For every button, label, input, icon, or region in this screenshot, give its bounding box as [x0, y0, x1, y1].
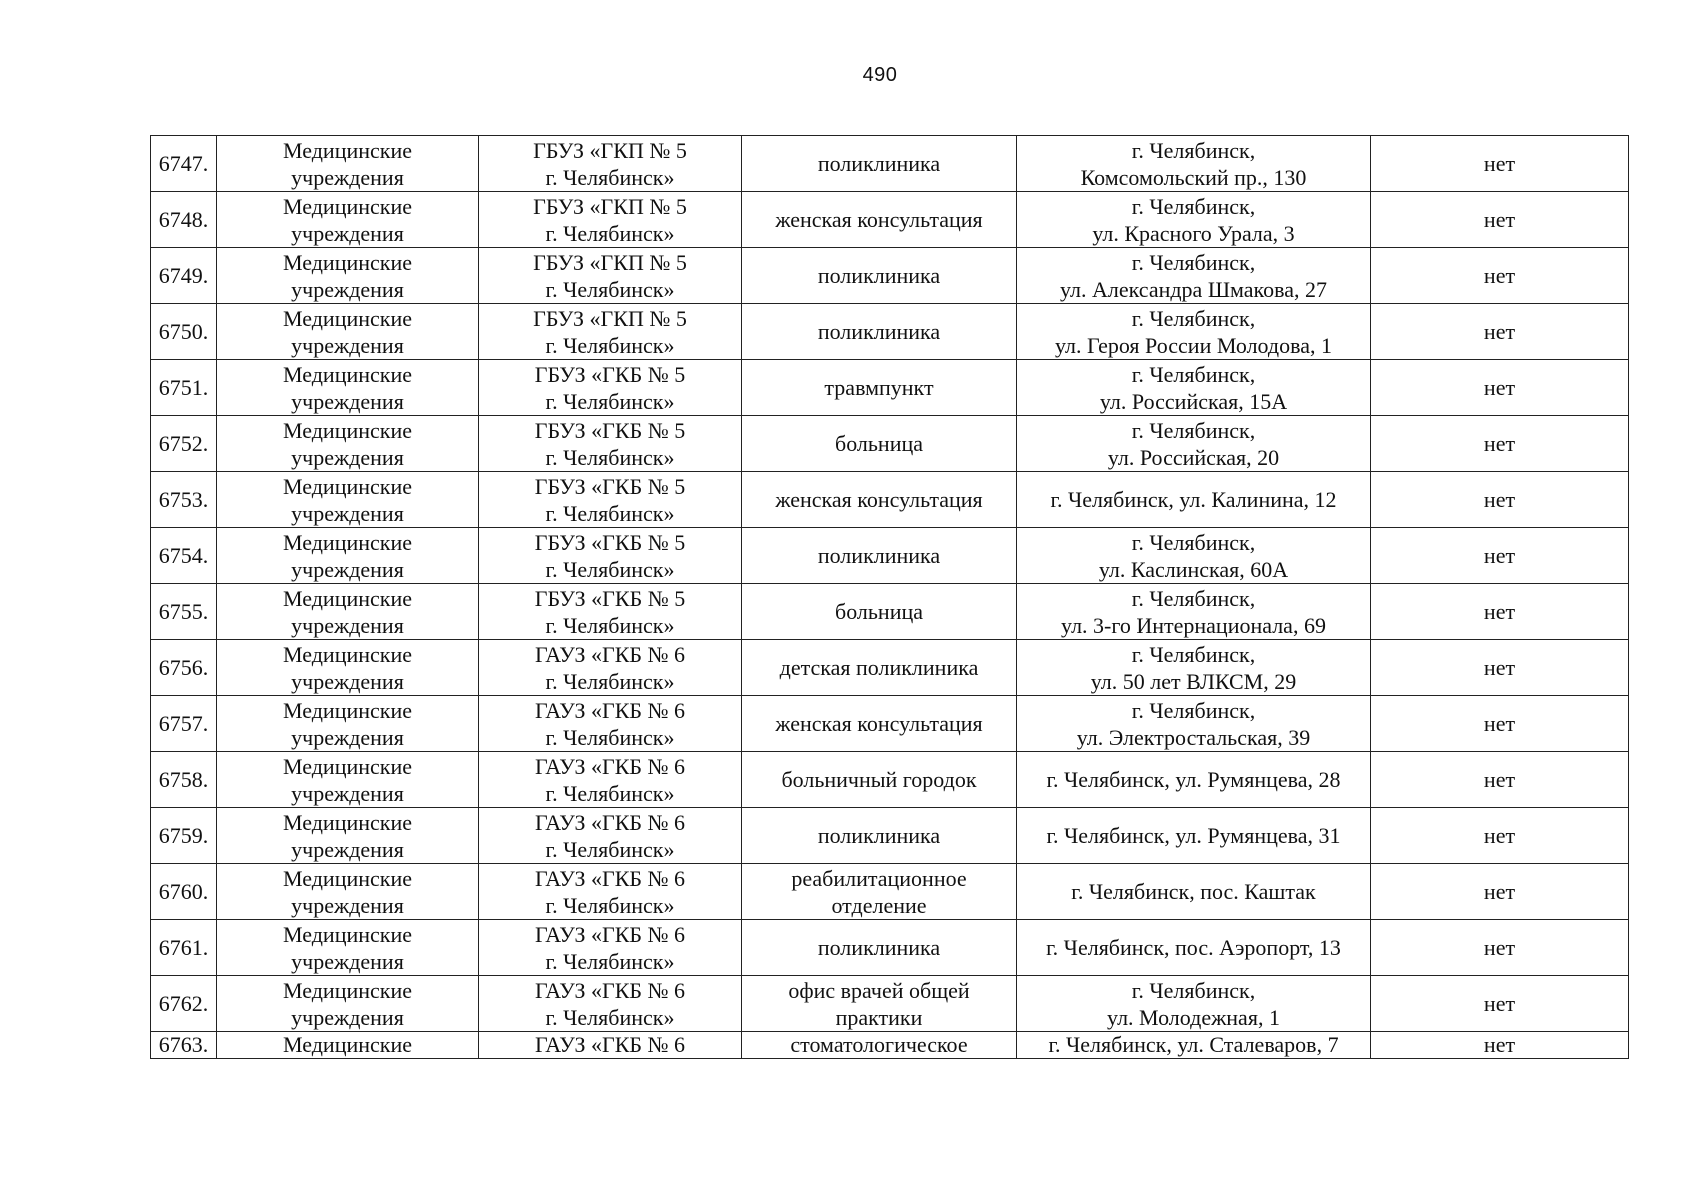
cell-address-line: г. Челябинск, — [1131, 249, 1256, 275]
page-number: 490 — [862, 64, 898, 86]
cell-status: нет — [1371, 304, 1629, 360]
table-row — [151, 472, 1629, 528]
cell-facility-type-line: женская консультация — [775, 711, 983, 736]
cell-category-line: Медицинские — [282, 809, 413, 835]
cell-facility-type-line: практики — [835, 1004, 923, 1030]
cell-address-line: Комсомольский пр., 130 — [1080, 164, 1307, 190]
cell-number: 6760. — [151, 864, 217, 920]
table-row — [151, 360, 1629, 416]
cell-facility-type — [742, 640, 1017, 696]
cell-organization — [479, 1032, 742, 1059]
cell-facility-type — [742, 920, 1017, 976]
cell-organization-line: ГАУЗ «ГКБ № 6 — [534, 697, 686, 723]
cell-address-line: г. Челябинск, — [1131, 585, 1256, 611]
cell-number: 6754. — [151, 528, 217, 584]
cell-organization-line: ГАУЗ «ГКБ № 6 — [534, 809, 686, 835]
cell-facility-type — [742, 808, 1017, 864]
cell-organization — [479, 248, 742, 304]
cell-category — [217, 976, 479, 1032]
cell-category-line: Медицинские — [282, 585, 413, 611]
cell-status: нет — [1371, 528, 1629, 584]
cell-facility-type — [742, 528, 1017, 584]
cell-number: 6751. — [151, 360, 217, 416]
cell-status: нет — [1371, 416, 1629, 472]
cell-category-line: учреждения — [291, 780, 404, 806]
cell-number: 6763. — [151, 1032, 217, 1059]
cell-facility-type — [742, 304, 1017, 360]
cell-organization-line: г. Челябинск» — [545, 948, 675, 974]
cell-address-line: ул. Электростальская, 39 — [1076, 724, 1311, 750]
cell-address-line: г. Челябинск, — [1131, 641, 1256, 667]
cell-facility-type-line: стоматологическое — [790, 1032, 968, 1057]
cell-facility-type-line: поликлиника — [817, 543, 941, 568]
cell-organization-line: ГАУЗ «ГКБ № 6 — [534, 865, 686, 891]
cell-address — [1017, 920, 1371, 976]
cell-organization — [479, 416, 742, 472]
cell-organization-line: ГБУЗ «ГКБ № 5 — [534, 529, 686, 555]
table-row — [151, 192, 1629, 248]
cell-organization — [479, 976, 742, 1032]
cell-organization-line: ГАУЗ «ГКБ № 6 — [534, 1032, 686, 1057]
cell-address-line: г. Челябинск, — [1131, 193, 1256, 219]
table-body — [151, 136, 1629, 1059]
table-row — [151, 976, 1629, 1032]
cell-facility-type-line: поликлиника — [817, 263, 941, 288]
cell-number: 6758. — [151, 752, 217, 808]
cell-status: нет — [1371, 136, 1629, 192]
cell-category-line: Медицинские — [282, 1032, 413, 1057]
cell-organization — [479, 920, 742, 976]
table-row — [151, 304, 1629, 360]
cell-organization — [479, 192, 742, 248]
table-row — [151, 808, 1629, 864]
cell-number: 6752. — [151, 416, 217, 472]
cell-organization — [479, 304, 742, 360]
cell-organization-line: ГАУЗ «ГКБ № 6 — [534, 977, 686, 1003]
cell-category-line: учреждения — [291, 612, 404, 638]
cell-organization-line: г. Челябинск» — [545, 164, 675, 190]
cell-facility-type — [742, 976, 1017, 1032]
cell-category-line: Медицинские — [282, 529, 413, 555]
cell-organization — [479, 360, 742, 416]
cell-facility-type-line: реабилитационное — [791, 865, 967, 891]
cell-organization — [479, 808, 742, 864]
cell-number: 6753. — [151, 472, 217, 528]
cell-category-line: Медицинские — [282, 641, 413, 667]
cell-facility-type — [742, 696, 1017, 752]
cell-organization — [479, 696, 742, 752]
cell-category — [217, 808, 479, 864]
cell-organization-line: ГАУЗ «ГКБ № 6 — [534, 753, 686, 779]
cell-address-line: ул. Александра Шмакова, 27 — [1060, 276, 1327, 302]
registry-table — [150, 135, 1629, 1059]
cell-category-line: учреждения — [291, 444, 404, 470]
cell-facility-type-line: травмпункт — [824, 375, 934, 400]
cell-status: нет — [1371, 640, 1629, 696]
cell-organization-line: г. Челябинск» — [545, 892, 675, 918]
cell-category-line: учреждения — [291, 948, 404, 974]
cell-address-line: г. Челябинск, ул. Сталеваров, 7 — [1048, 1032, 1339, 1057]
table-row — [151, 528, 1629, 584]
cell-address — [1017, 864, 1371, 920]
cell-category-line: учреждения — [291, 388, 404, 414]
cell-address-line: г. Челябинск, — [1131, 361, 1256, 387]
cell-status: нет — [1371, 808, 1629, 864]
cell-address-line: г. Челябинск, — [1131, 137, 1256, 163]
table-row — [151, 1032, 1629, 1059]
cell-organization — [479, 640, 742, 696]
cell-facility-type-line: поликлиника — [817, 319, 941, 344]
cell-status: нет — [1371, 360, 1629, 416]
cell-organization-line: г. Челябинск» — [545, 388, 675, 414]
cell-organization-line: г. Челябинск» — [545, 332, 675, 358]
cell-organization-line: ГБУЗ «ГКБ № 5 — [534, 473, 686, 499]
cell-category-line: учреждения — [291, 276, 404, 302]
cell-organization — [479, 136, 742, 192]
cell-organization-line: г. Челябинск» — [545, 500, 675, 526]
cell-address — [1017, 472, 1371, 528]
cell-facility-type — [742, 360, 1017, 416]
cell-facility-type-line: больница — [835, 599, 923, 624]
cell-number: 6756. — [151, 640, 217, 696]
table-row — [151, 864, 1629, 920]
cell-address — [1017, 976, 1371, 1032]
cell-facility-type — [742, 136, 1017, 192]
cell-address-line: ул. 3-го Интернационала, 69 — [1061, 612, 1326, 638]
cell-facility-type-line: женская консультация — [775, 487, 983, 512]
cell-organization-line: ГБУЗ «ГКП № 5 — [533, 305, 687, 331]
cell-status: нет — [1371, 696, 1629, 752]
cell-address-line: г. Челябинск, — [1131, 977, 1256, 1003]
cell-category-line: учреждения — [291, 220, 404, 246]
cell-facility-type-line: поликлиника — [817, 935, 941, 960]
cell-organization — [479, 472, 742, 528]
cell-address — [1017, 304, 1371, 360]
cell-organization-line: ГБУЗ «ГКБ № 5 — [534, 585, 686, 611]
cell-organization-line: ГБУЗ «ГКП № 5 — [533, 249, 687, 275]
table-row — [151, 584, 1629, 640]
cell-category-line: учреждения — [291, 500, 404, 526]
cell-category-line: Медицинские — [282, 473, 413, 499]
cell-category-line: Медицинские — [282, 249, 413, 275]
cell-organization-line: г. Челябинск» — [545, 612, 675, 638]
cell-category — [217, 192, 479, 248]
cell-organization-line: г. Челябинск» — [545, 668, 675, 694]
cell-address-line: г. Челябинск, ул. Румянцева, 28 — [1046, 767, 1341, 792]
cell-facility-type-line: отделение — [831, 892, 927, 918]
cell-facility-type — [742, 472, 1017, 528]
cell-facility-type — [742, 864, 1017, 920]
cell-address-line: г. Челябинск, пос. Каштак — [1071, 879, 1316, 904]
cell-address-line: г. Челябинск, — [1131, 697, 1256, 723]
cell-category — [217, 360, 479, 416]
cell-status: нет — [1371, 920, 1629, 976]
cell-organization-line: г. Челябинск» — [545, 1004, 675, 1030]
cell-facility-type — [742, 1032, 1017, 1059]
cell-category-line: Медицинские — [282, 417, 413, 443]
cell-address-line: г. Челябинск, ул. Румянцева, 31 — [1046, 823, 1341, 848]
cell-facility-type-line: офис врачей общей — [788, 977, 970, 1003]
cell-facility-type — [742, 752, 1017, 808]
cell-address-line: ул. Молодежная, 1 — [1107, 1004, 1280, 1030]
table-row — [151, 696, 1629, 752]
cell-number: 6750. — [151, 304, 217, 360]
cell-organization-line: г. Челябинск» — [545, 836, 675, 862]
cell-facility-type-line: больничный городок — [781, 767, 977, 792]
cell-organization-line: ГБУЗ «ГКБ № 5 — [534, 361, 686, 387]
cell-category — [217, 248, 479, 304]
cell-category-line: Медицинские — [282, 921, 413, 947]
cell-category-line: учреждения — [291, 332, 404, 358]
cell-address — [1017, 248, 1371, 304]
cell-status: нет — [1371, 192, 1629, 248]
cell-organization-line: г. Челябинск» — [545, 724, 675, 750]
cell-facility-type — [742, 416, 1017, 472]
cell-facility-type-line: поликлиника — [817, 823, 941, 848]
cell-category-line: учреждения — [291, 836, 404, 862]
cell-category — [217, 752, 479, 808]
cell-address — [1017, 752, 1371, 808]
cell-facility-type — [742, 584, 1017, 640]
cell-facility-type-line: поликлиника — [817, 151, 941, 176]
cell-address — [1017, 640, 1371, 696]
cell-organization — [479, 752, 742, 808]
cell-facility-type-line: больница — [835, 431, 923, 456]
cell-address — [1017, 1032, 1371, 1059]
cell-organization-line: ГБУЗ «ГКП № 5 — [533, 137, 687, 163]
cell-address-line: г. Челябинск, — [1131, 417, 1256, 443]
cell-category-line: Медицинские — [282, 697, 413, 723]
cell-category — [217, 416, 479, 472]
cell-address — [1017, 696, 1371, 752]
cell-organization — [479, 528, 742, 584]
table-row — [151, 416, 1629, 472]
cell-number: 6757. — [151, 696, 217, 752]
cell-category — [217, 472, 479, 528]
cell-organization-line: г. Челябинск» — [545, 444, 675, 470]
cell-organization-line: ГБУЗ «ГКБ № 5 — [534, 417, 686, 443]
cell-address-line: г. Челябинск, пос. Аэропорт, 13 — [1046, 935, 1341, 960]
table-row — [151, 640, 1629, 696]
cell-category-line: Медицинские — [282, 865, 413, 891]
cell-facility-type-line: детская поликлиника — [779, 655, 979, 680]
cell-category — [217, 528, 479, 584]
cell-organization-line: г. Челябинск» — [545, 780, 675, 806]
cell-category-line: Медицинские — [282, 977, 413, 1003]
cell-address-line: г. Челябинск, — [1131, 529, 1256, 555]
cell-number: 6755. — [151, 584, 217, 640]
cell-category — [217, 136, 479, 192]
cell-number: 6747. — [151, 136, 217, 192]
cell-category — [217, 640, 479, 696]
cell-number: 6759. — [151, 808, 217, 864]
cell-address-line: г. Челябинск, ул. Калинина, 12 — [1050, 487, 1337, 512]
cell-category-line: учреждения — [291, 556, 404, 582]
table-row — [151, 248, 1629, 304]
cell-address-line: ул. Красного Урала, 3 — [1092, 220, 1295, 246]
cell-category-line: Медицинские — [282, 305, 413, 331]
cell-category-line: Медицинские — [282, 137, 413, 163]
cell-category-line: учреждения — [291, 164, 404, 190]
cell-category-line: учреждения — [291, 724, 404, 750]
cell-facility-type-line: женская консультация — [775, 207, 983, 232]
cell-address-line: ул. Героя России Молодова, 1 — [1055, 332, 1332, 358]
cell-address — [1017, 192, 1371, 248]
cell-address-line: ул. Российская, 15А — [1099, 388, 1288, 414]
cell-address — [1017, 528, 1371, 584]
cell-organization-line: г. Челябинск» — [545, 220, 675, 246]
cell-number: 6749. — [151, 248, 217, 304]
cell-category — [217, 696, 479, 752]
cell-category-line: учреждения — [291, 668, 404, 694]
cell-address — [1017, 416, 1371, 472]
cell-category — [217, 1032, 479, 1059]
cell-number: 6748. — [151, 192, 217, 248]
cell-facility-type — [742, 248, 1017, 304]
cell-address — [1017, 360, 1371, 416]
table-row — [151, 752, 1629, 808]
cell-status: нет — [1371, 976, 1629, 1032]
cell-status: нет — [1371, 1032, 1629, 1059]
cell-address — [1017, 808, 1371, 864]
cell-address-line: ул. 50 лет ВЛКСМ, 29 — [1090, 668, 1297, 694]
cell-organization-line: ГАУЗ «ГКБ № 6 — [534, 921, 686, 947]
cell-organization-line: ГАУЗ «ГКБ № 6 — [534, 641, 686, 667]
cell-category — [217, 304, 479, 360]
cell-address — [1017, 584, 1371, 640]
cell-category-line: Медицинские — [282, 361, 413, 387]
cell-status: нет — [1371, 584, 1629, 640]
cell-address-line: ул. Каслинская, 60А — [1098, 556, 1289, 582]
cell-category — [217, 584, 479, 640]
cell-organization-line: ГБУЗ «ГКП № 5 — [533, 193, 687, 219]
cell-status: нет — [1371, 472, 1629, 528]
cell-organization-line: г. Челябинск» — [545, 556, 675, 582]
cell-facility-type — [742, 192, 1017, 248]
cell-category-line: учреждения — [291, 892, 404, 918]
cell-status: нет — [1371, 752, 1629, 808]
cell-organization — [479, 864, 742, 920]
cell-address-line: г. Челябинск, — [1131, 305, 1256, 331]
cell-address — [1017, 136, 1371, 192]
cell-organization — [479, 584, 742, 640]
cell-number: 6761. — [151, 920, 217, 976]
cell-category-line: учреждения — [291, 1004, 404, 1030]
cell-status: нет — [1371, 864, 1629, 920]
cell-status: нет — [1371, 248, 1629, 304]
cell-category-line: Медицинские — [282, 753, 413, 779]
table-row — [151, 136, 1629, 192]
table-row — [151, 920, 1629, 976]
cell-number: 6762. — [151, 976, 217, 1032]
cell-address-line: ул. Российская, 20 — [1107, 444, 1280, 470]
cell-category — [217, 920, 479, 976]
cell-category — [217, 864, 479, 920]
cell-organization-line: г. Челябинск» — [545, 276, 675, 302]
cell-category-line: Медицинские — [282, 193, 413, 219]
